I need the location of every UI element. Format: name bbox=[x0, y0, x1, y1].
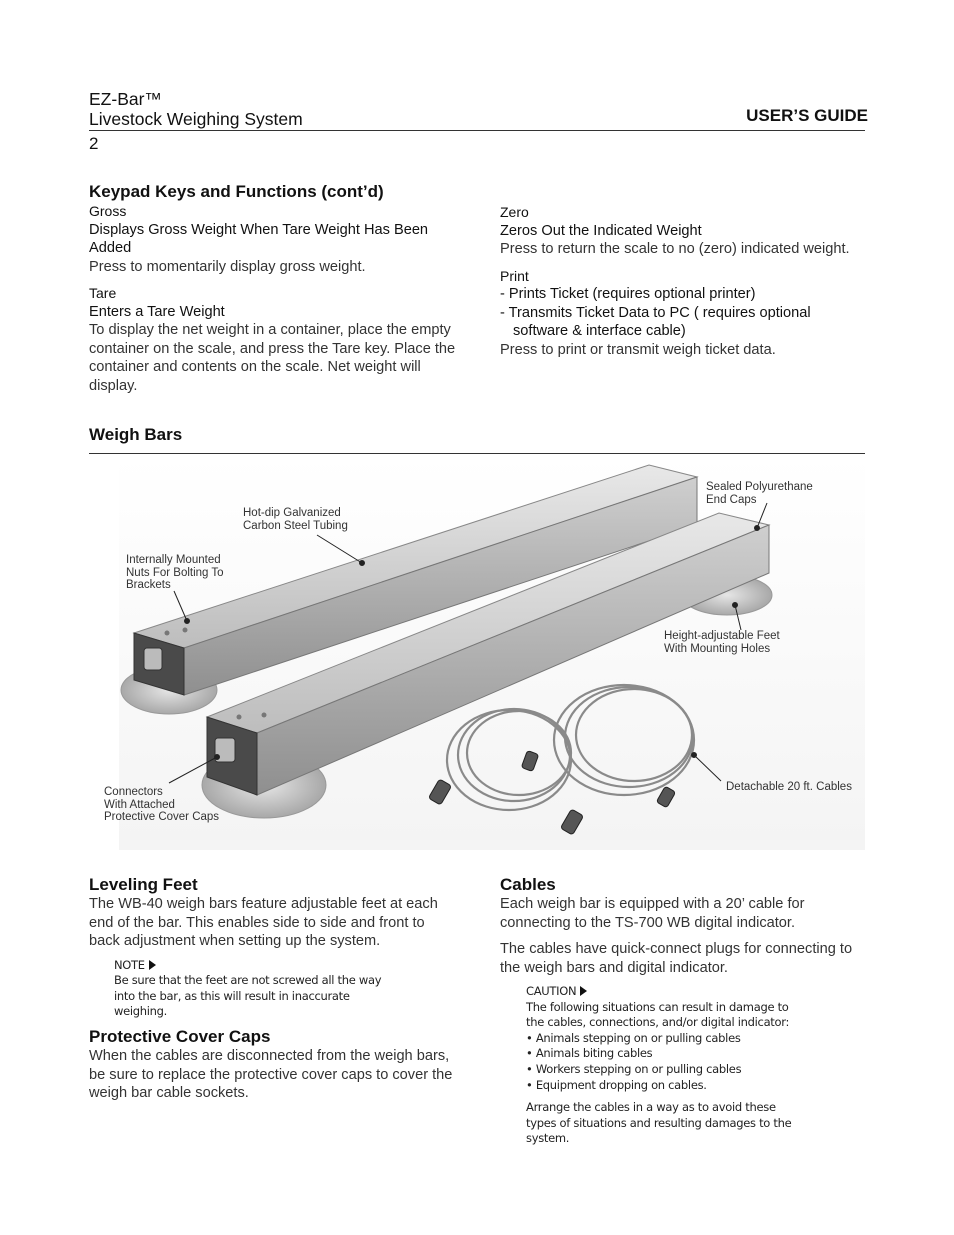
users-guide-label: USER’S GUIDE bbox=[746, 106, 868, 125]
page-number: 2 bbox=[89, 134, 99, 153]
print-key-function-3: software & interface cable) bbox=[513, 323, 686, 339]
caution-line: system. bbox=[526, 1131, 570, 1146]
leveling-feet-heading: Leveling Feet bbox=[89, 875, 198, 894]
cables-section bbox=[500, 875, 870, 1147]
note-label bbox=[114, 958, 457, 974]
cables-caution bbox=[526, 984, 870, 1147]
callout-mounting-nuts: Internally Mounted Nuts For Bolting To Brackets bbox=[126, 554, 224, 592]
print-key-name: Print bbox=[500, 267, 529, 284]
cover-caps-text: When the cables are disconnected from the weigh bars, be sure to replace the protective cover caps to cover the weigh bar cable sockets. bbox=[89, 1048, 453, 1101]
cover-caps-heading: Protective Cover Caps bbox=[89, 1027, 271, 1046]
note-line: weighing. bbox=[114, 1004, 168, 1019]
caution-list bbox=[526, 1031, 870, 1093]
caution-item: • Workers stepping on or pulling cables bbox=[526, 1061, 742, 1076]
caution-item: • Equipment dropping on cables. bbox=[526, 1077, 707, 1092]
zero-key-desc: Press to return the scale to no (zero) indicated weight. bbox=[500, 241, 850, 257]
cables-heading: Cables bbox=[500, 875, 556, 894]
tare-key-desc: To display the net weight in a container, place the empty container on the scale, and press the Tare key. Place the container and contents on the scale. Net weight will display. bbox=[89, 322, 456, 394]
play-arrow-icon bbox=[580, 986, 587, 996]
header-rule bbox=[89, 130, 865, 131]
tare-key-name: Tare bbox=[89, 285, 117, 301]
caution-line: Arrange the cables in a way as to avoid these bbox=[526, 1100, 776, 1115]
leveling-note bbox=[114, 958, 457, 1020]
caution-item: • Animals stepping on or pulling cables bbox=[526, 1030, 741, 1045]
print-key-function-1: - Prints Ticket (requires optional printer) bbox=[500, 286, 756, 302]
zero-key-function: Zeros Out the Indicated Weight bbox=[500, 222, 702, 239]
leveling-feet-text: The WB-40 weigh bars feature adjustable feet at each end of the bar. This enables side to side and front to back adjustment when setting up the system. bbox=[89, 896, 438, 949]
document-header bbox=[89, 89, 303, 129]
caution-line: The following situations can result in damage to bbox=[526, 999, 789, 1014]
caution-label bbox=[526, 984, 870, 1000]
note-label-text: NOTE bbox=[114, 957, 145, 972]
callout-end-caps: Sealed Polyurethane End Caps bbox=[706, 481, 813, 506]
callout-feet: Height-adjustable Feet With Mounting Holes bbox=[664, 630, 780, 655]
gross-key-desc: Press to momentarily display gross weight. bbox=[89, 258, 366, 275]
product-name: EZ-Bar™ bbox=[89, 89, 162, 109]
weigh-bars-heading: Weigh Bars bbox=[89, 425, 183, 444]
cables-text-1: Each weigh bar is equipped with a 20’ cable for connecting to the TS-700 WB digital indicator. bbox=[500, 896, 805, 931]
play-arrow-icon bbox=[149, 960, 156, 970]
callout-tubing: Hot-dip Galvanized Carbon Steel Tubing bbox=[243, 507, 348, 532]
keypad-left-column bbox=[89, 182, 461, 395]
callout-connectors: Connectors With Attached Protective Cover Caps bbox=[104, 786, 220, 824]
caution-line: the cables, connections, and/or digital indicator: bbox=[526, 1015, 790, 1030]
cover-caps-section bbox=[89, 1027, 459, 1103]
print-key-desc: Press to print or transmit weigh ticket data. bbox=[500, 341, 776, 358]
product-subtitle: Livestock Weighing System bbox=[89, 109, 303, 129]
note-line: into the bar, as this will result in inaccurate bbox=[114, 988, 350, 1003]
keypad-heading: Keypad Keys and Functions (cont’d) bbox=[89, 182, 384, 201]
weigh-bars-rule bbox=[89, 453, 865, 454]
leveling-feet-section bbox=[89, 875, 457, 1020]
tare-key-function: Enters a Tare Weight bbox=[89, 303, 225, 320]
caution-label-text: CAUTION bbox=[526, 984, 577, 998]
callout-cables: Detachable 20 ft. Cables bbox=[726, 781, 852, 793]
cables-text-2: The cables have quick-connect plugs for connecting to the weigh bars and digital indicator. bbox=[500, 941, 853, 976]
zero-key-name: Zero bbox=[500, 204, 529, 220]
gross-key-function: Displays Gross Weight When Tare Weight Has Been Added bbox=[89, 221, 429, 256]
keypad-right-column bbox=[500, 203, 872, 359]
gross-key-name: Gross bbox=[89, 203, 127, 219]
print-key-function-2: - Transmits Ticket Data to PC ( requires optional bbox=[500, 304, 811, 321]
note-line: Be sure that the feet are not screwed all the way bbox=[114, 973, 382, 988]
caution-line: types of situations and resulting damages to the bbox=[526, 1115, 792, 1130]
caution-item: • Animals biting cables bbox=[526, 1046, 653, 1061]
